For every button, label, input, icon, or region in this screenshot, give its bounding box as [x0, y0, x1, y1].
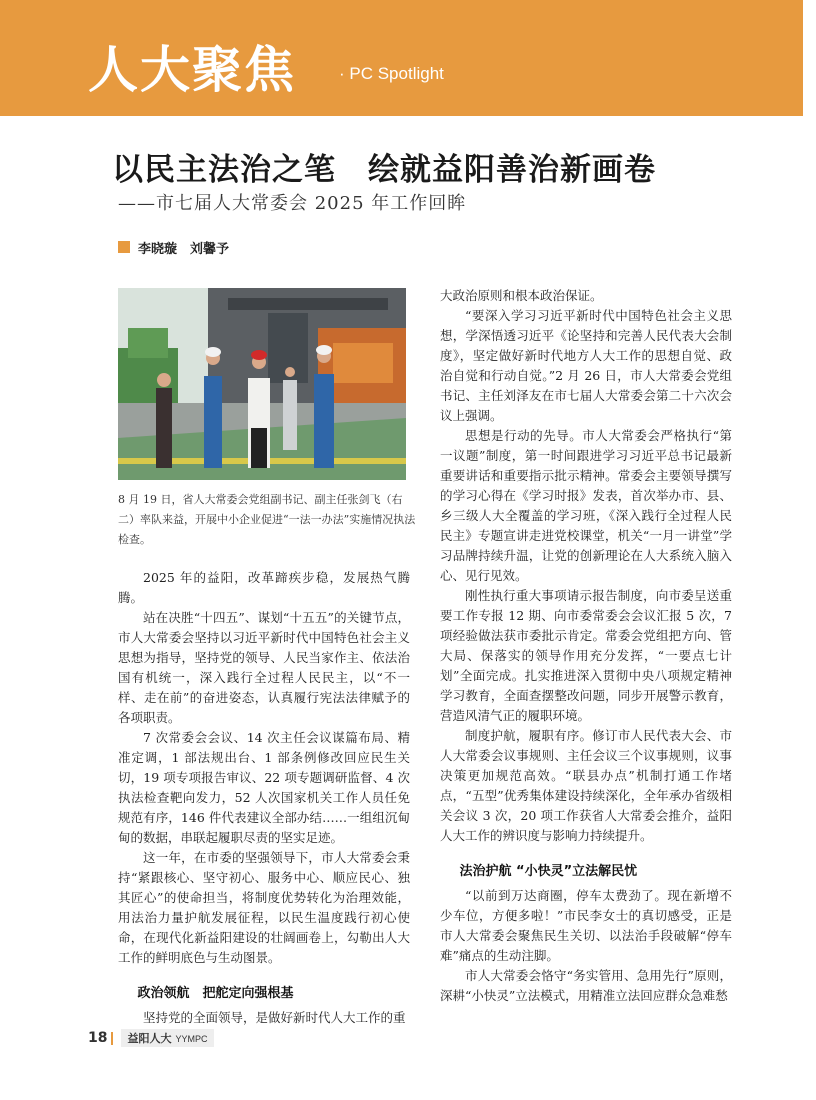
paragraph: 这一年，在市委的坚强领导下，市人大常委会秉持“紧跟核心、坚守初心、服务中心、顺应民心、独其匠心”的使命担当，将制度优势转化为治理效能，用法治力量护航发展征程，以民生温度践行初心使命，在现代化新益阳建设的壮阔画卷上，勾勒出人大工作的鲜明底色与生动图景。 [118, 850, 410, 965]
page-edge [803, 0, 816, 1100]
paragraph: 站在决胜“十四五”、谋划“十五五”的关键节点，市人大常委会坚持以习近平新时代中国特色社会主义思想为指导，坚持党的领导、人民当家作主、依法治国有机统一，深入践行全过程人民民主，以“不一样、走在前”的奋进姿态，认真履行宪法法律赋予的各项职责。 [118, 610, 410, 725]
paragraph: 市人大常委会恪守“务实管用、急用先行”原则，深耕“小快灵”立法模式，用精准立法回应群众急难愁 [440, 968, 732, 1003]
footer-divider [111, 1032, 113, 1045]
magazine-title: 益阳人大 [127, 1032, 172, 1045]
article-photo [118, 288, 406, 480]
author-marker-icon [118, 241, 130, 253]
paragraph: 思想是行动的先导。市人大常委会严格执行“第一议题”制度，第一时间跟进学习习近平总书记最新重要讲话和重要指示批示精神。常委会主要领导撰写的学习心得在《学习时报》发表，首次举办市、县、乡三级人大全覆盖的学习班，《深入践行全过程人民民主》专题宣讲走进党校课堂，机关“一月一讲堂”学习品牌持续升温，让党的创新理论在人大系统入脑入心、见行见效。 [440, 428, 732, 583]
magazine-name [121, 1029, 213, 1047]
paragraph: 刚性执行重大事项请示报告制度，向市委呈送重要工作专报 12 期、向市委常委会会议汇报 5 次，7 项经验做法获市委批示肯定。常委会党组把方向、管大局、保落实的领导作用充分发挥，“一要点七计划”全面完成。扎实推进深入贯彻中央八项规定精神学习教育，全面查摆整改问题，同步开展警示教育，营造风清气正的履职环境。 [440, 588, 732, 723]
section-heading: 政治领航 把舵定向强根基 [137, 986, 294, 1001]
paragraph: 2025 年的益阳，改革蹄疾步稳，发展热气腾腾。 [118, 570, 410, 605]
section-banner [0, 0, 803, 116]
paragraph: 坚持党的全面领导，是做好新时代人大工作的重 [143, 1010, 406, 1025]
article-title: 以民主法治之笔 绘就益阳善治新画卷 [112, 152, 656, 188]
page-footer [88, 1030, 214, 1046]
paragraph: “要深入学习习近平新时代中国特色社会主义思想，学深悟透习近平《论坚持和完善人民代表大会制度》，坚定做好新时代地方人大工作的思想自觉、政治自觉和行动自觉。”2 月 26 日，市人大常委会党组书记、主任刘泽友在市七届人大常委会第二十六次会议上强调。 [440, 308, 732, 423]
right-column [440, 286, 732, 1006]
photo-caption: 8 月 19 日，省人大常委会党组副书记、副主任张剑飞（右二）率队来益，开展中小企业促进“一法一办法”实施情况执法检查。 [118, 493, 416, 546]
author-names: 李晓璇 刘馨予 [138, 241, 230, 257]
author-line [118, 238, 229, 256]
magazine-abbr: YYMPC [175, 1034, 208, 1044]
paragraph: “以前到万达商圈，停车太费劲了。现在新增不少车位，方便多啦！”市民李女士的真切感受，正是市人大常委会聚焦民生关切、以法治手段破解“停车难”痛点的生动注脚。 [440, 888, 732, 963]
left-column [118, 568, 410, 1028]
factory-inspection-photo [118, 288, 406, 480]
section-heading: 法治护航 “小快灵”立法解民忧 [459, 864, 638, 879]
paragraph: 7 次常委会会议、14 次主任会议谋篇布局、精准定调，1 部法规出台、1 部条例修改回应民生关切，19 项专项报告审议、22 项专题调研监督、4 次执法检查靶向发力，52 人次国家机关工作人员任免规范有序，146 件代表建议全部办结……一组组沉甸甸的数据，串联起履职尽责的坚实足迹。 [118, 730, 410, 845]
paragraph: 制度护航，履职有序。修订市人民代表大会、市人大常委会议事规则、主任会议三个议事规则，议事决策更加规范高效。“联县办点”机制打通工作堵点，“五型”优秀集体建设持续深化，全年承办省级相关会议 3 次，20 项工作获省人大常委会推介，益阳人大工作的辨识度与影响力持续提升。 [440, 728, 732, 843]
page-number: 18 [88, 1030, 108, 1046]
section-title: 人大聚焦 [88, 41, 296, 99]
section-subtitle: · PC Spotlight [339, 64, 444, 83]
article-subtitle: ——市七届人大常委会 2025 年工作回眸 [118, 193, 467, 214]
paragraph: 大政治原则和根本政治保证。 [440, 288, 603, 303]
